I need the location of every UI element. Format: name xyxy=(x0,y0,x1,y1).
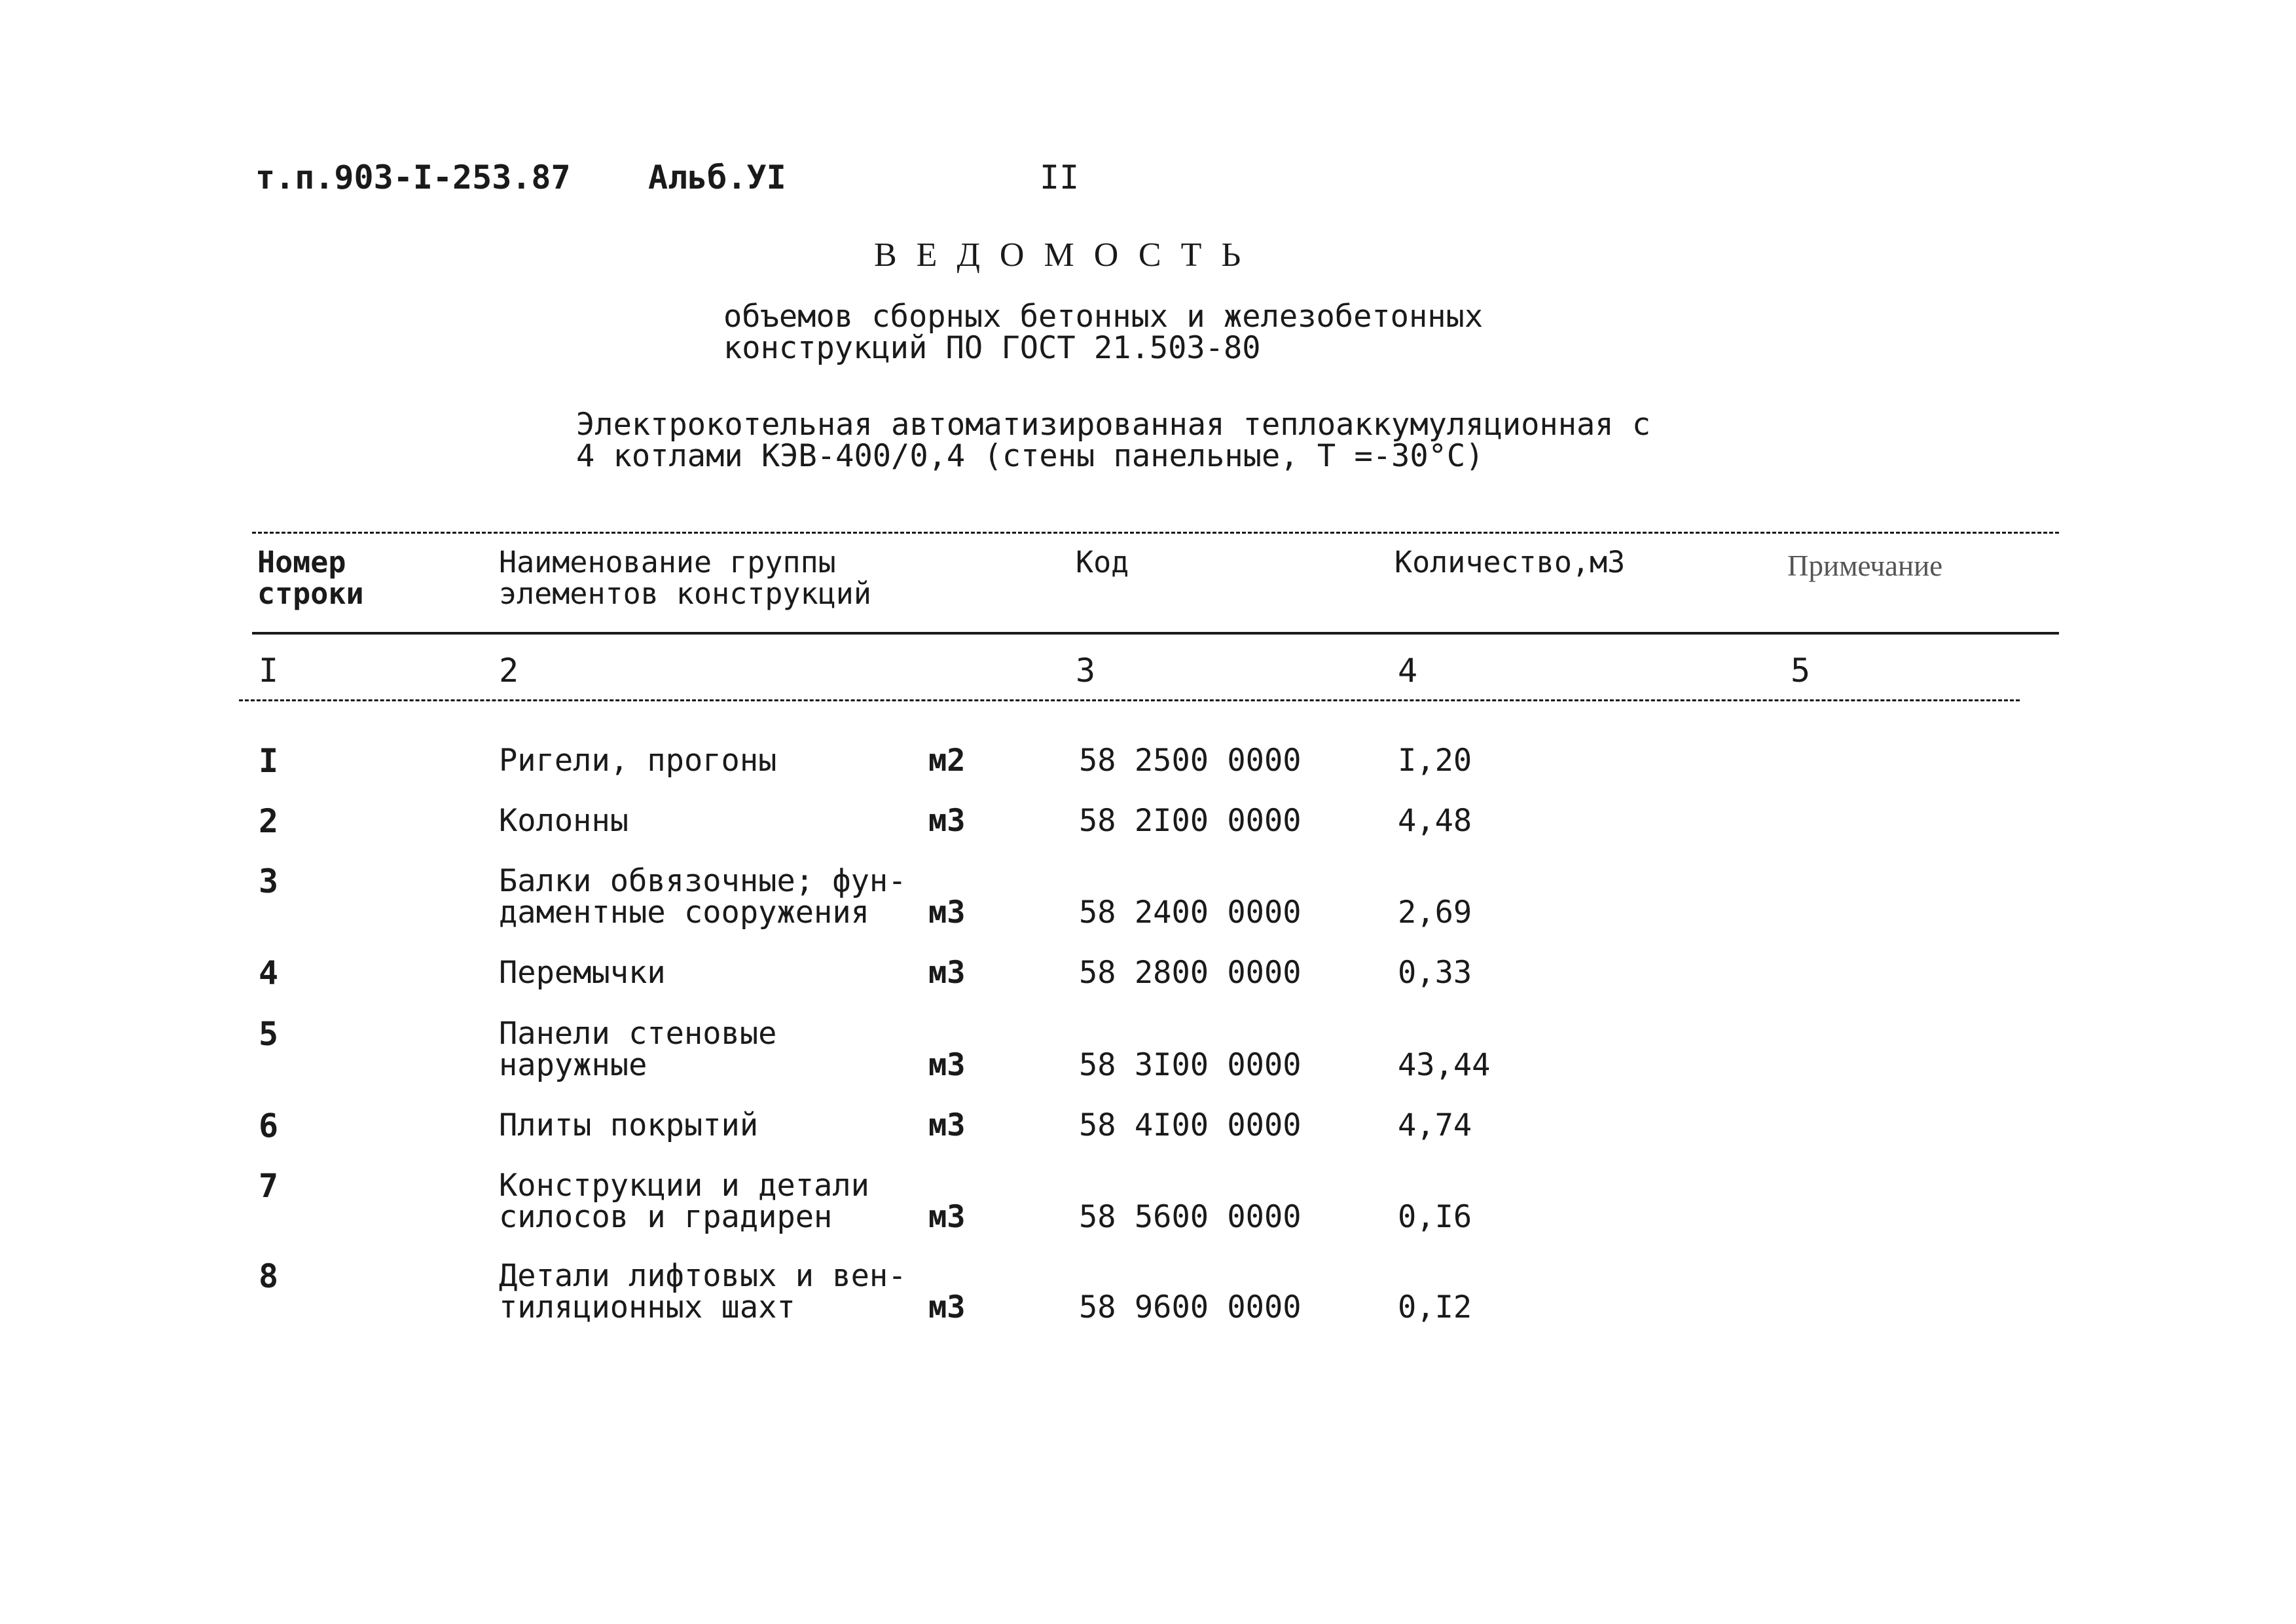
table-row xyxy=(0,1015,2296,1110)
row-number: I xyxy=(259,742,279,780)
quantity: I,20 xyxy=(1398,743,1472,779)
table-row xyxy=(0,862,2296,957)
code: 58 2800 0000 xyxy=(1079,955,1302,991)
column-number-3: 3 xyxy=(1076,652,1096,690)
unit: м3 xyxy=(928,955,966,991)
code: 58 5600 0000 xyxy=(1079,1199,1302,1235)
header-note: Примечание xyxy=(1787,549,1943,582)
header-element-group: Наименование группы элементов конструкций xyxy=(499,545,871,611)
element-group-name: Конструкции и детали силосов и градирен xyxy=(499,1168,869,1235)
object-description xyxy=(576,409,1650,472)
row-number: 4 xyxy=(259,954,279,992)
header-bottom-rule xyxy=(252,632,2059,635)
element-group-name: Плиты покрытий xyxy=(499,1107,759,1143)
quantity: 0,I6 xyxy=(1398,1199,1472,1235)
quantity: 43,44 xyxy=(1398,1047,1491,1083)
element-group-name: Колонны xyxy=(499,803,629,839)
code: 58 4I00 0000 xyxy=(1079,1107,1302,1143)
quantity: 4,48 xyxy=(1398,803,1472,839)
quantity: 4,74 xyxy=(1398,1107,1472,1143)
document-subtitle xyxy=(723,301,1483,364)
album-number: Альб.УI xyxy=(648,158,786,196)
header-quantity: Количество,м3 xyxy=(1394,545,1626,580)
row-number: 6 xyxy=(259,1107,279,1145)
code: 58 2I00 0000 xyxy=(1079,803,1302,839)
row-number: 3 xyxy=(259,862,279,900)
document-title: ВЕДОМОСТЬ xyxy=(874,236,1261,274)
unit: м3 xyxy=(928,895,966,931)
subtitle-line-1: объемов сборных бетонных и железобетонных xyxy=(723,299,1484,335)
element-group-name: Панели стеновые наружные xyxy=(499,1016,777,1083)
column-numbers-rule xyxy=(239,699,2020,701)
unit: м3 xyxy=(928,1199,966,1235)
header-code: Код xyxy=(1076,545,1129,580)
header-row-number: Номер строки xyxy=(257,545,364,611)
column-number-5: 5 xyxy=(1791,652,1811,690)
document-code: т.п.903-I-253.87 xyxy=(255,158,571,196)
element-group-name: Детали лифтовых и вен- тиляционных шахт xyxy=(499,1258,907,1325)
code: 58 3I00 0000 xyxy=(1079,1047,1302,1083)
quantity: 0,I2 xyxy=(1398,1289,1472,1325)
element-group-name: Ригели, прогоны xyxy=(499,743,777,779)
unit: м3 xyxy=(928,803,966,839)
unit: м2 xyxy=(928,743,966,779)
column-number-1: I xyxy=(259,652,279,690)
table-row xyxy=(0,1167,2296,1262)
object-line-1: Электрокотельная автоматизированная теплоаккумуляционная с xyxy=(576,407,1651,443)
column-number-4: 4 xyxy=(1398,652,1418,690)
code: 58 2400 0000 xyxy=(1079,895,1302,931)
row-number: 5 xyxy=(259,1015,279,1053)
element-group-name: Перемычки xyxy=(499,955,666,991)
sheet-number: II xyxy=(1040,158,1080,196)
code: 58 9600 0000 xyxy=(1079,1289,1302,1325)
row-number: 2 xyxy=(259,802,279,840)
quantity: 0,33 xyxy=(1398,955,1472,991)
unit: м3 xyxy=(928,1107,966,1143)
unit: м3 xyxy=(928,1289,966,1325)
table-top-rule xyxy=(252,532,2059,534)
quantity: 2,69 xyxy=(1398,895,1472,931)
row-number: 7 xyxy=(259,1167,279,1205)
object-line-2: 4 котлами КЭВ-400/0,4 (стены панельные, Т =-30°С) xyxy=(576,438,1484,474)
code: 58 2500 0000 xyxy=(1079,743,1302,779)
row-number: 8 xyxy=(259,1257,279,1295)
element-group-name: Балки обвязочные; фун- даментные сооружения xyxy=(499,863,907,931)
column-number-2: 2 xyxy=(499,652,519,690)
subtitle-line-2: конструкций ПО ГОСТ 21.503-80 xyxy=(723,330,1261,366)
table-row xyxy=(0,1257,2296,1352)
unit: м3 xyxy=(928,1047,966,1083)
